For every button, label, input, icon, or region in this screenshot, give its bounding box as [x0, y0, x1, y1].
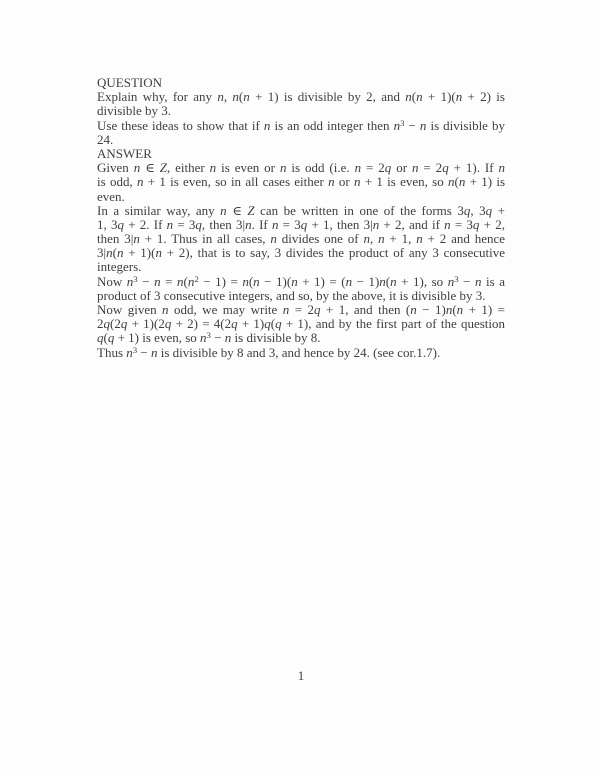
text-segment: , then 3|: [201, 216, 246, 232]
math-variable: n: [456, 302, 464, 317]
text-line: [97, 147, 505, 161]
math-variable: n: [447, 273, 455, 289]
math-variable: n: [291, 273, 298, 289]
text-segment: or: [334, 174, 355, 190]
text-segment: , 3: [470, 202, 486, 218]
math-superscript: 3: [400, 117, 405, 128]
math-variable: q: [164, 316, 172, 332]
text-segment: can be written in one of the forms 3: [254, 202, 464, 218]
text-segment: is an odd integer then: [270, 117, 394, 133]
text-segment: divisible by 3.: [97, 103, 172, 119]
math-variable: n: [242, 273, 249, 289]
math-variable: n: [263, 117, 271, 133]
text-segment: is divisible by 8.: [231, 330, 321, 346]
text-line: [97, 232, 505, 246]
text-line: [97, 204, 505, 218]
text-segment: = 3: [278, 216, 301, 232]
text-segment: + 1,: [384, 231, 417, 247]
text-line: [97, 246, 505, 260]
text-segment: − 1): [416, 302, 446, 317]
text-line: [97, 303, 505, 317]
math-variable: n: [354, 174, 361, 190]
math-variable: n: [328, 174, 335, 190]
math-variable: Z: [159, 160, 167, 176]
math-variable: n: [282, 302, 290, 317]
math-variable: n: [419, 117, 427, 133]
math-variable: n: [270, 231, 277, 247]
text-segment: ,: [223, 89, 233, 105]
math-variable: n: [162, 302, 169, 317]
text-segment: 1, 3: [97, 216, 118, 232]
math-variable: n: [126, 273, 134, 289]
text-segment: + 2) is: [462, 89, 505, 105]
math-variable: q: [275, 316, 282, 332]
math-variable: q: [120, 316, 128, 332]
text-segment: 2: [97, 316, 104, 332]
text-segment: (: [112, 245, 117, 261]
text-line: [97, 76, 505, 90]
math-variable: q: [300, 216, 308, 232]
math-variable: q: [231, 316, 238, 332]
math-variable: n: [372, 216, 380, 232]
text-line: [97, 90, 505, 104]
text-segment: Explain why, for any: [97, 89, 218, 105]
text-segment: (: [238, 89, 244, 105]
math-variable: n: [220, 202, 227, 218]
text-segment: or: [391, 160, 412, 176]
math-variable: q: [384, 160, 392, 176]
text-segment: −: [137, 273, 155, 289]
math-variable: n: [354, 160, 362, 176]
math-variable: n: [410, 302, 417, 317]
text-line: [97, 104, 505, 118]
text-segment: + 2. If: [123, 216, 167, 232]
math-variable: n: [378, 231, 385, 247]
math-variable: n: [455, 89, 463, 105]
math-variable: n: [176, 273, 184, 289]
text-segment: + 1): [237, 316, 265, 332]
text-segment: is odd (i.e.: [286, 160, 355, 176]
page-number: 1: [297, 668, 305, 683]
math-variable: n: [393, 117, 401, 133]
text-segment: (: [183, 273, 188, 289]
text-line: [97, 275, 505, 289]
text-segment: is even or: [216, 160, 280, 176]
text-segment: = 3: [450, 216, 473, 232]
math-superscript: 3: [133, 273, 138, 284]
text-segment: Thus: [97, 344, 127, 360]
math-variable: n: [363, 231, 370, 247]
text-segment: (: [270, 316, 276, 332]
text-segment: odd, we may write: [168, 302, 283, 317]
text-segment: Use these ideas to show that if: [97, 117, 264, 133]
text-segment: +: [492, 202, 505, 218]
math-variable: n: [445, 302, 453, 317]
math-variable: n: [116, 245, 124, 261]
text-segment: + 1)(2: [127, 316, 165, 332]
text-segment: Now: [97, 273, 127, 289]
text-segment: + 1), and by the first part of the question: [281, 316, 506, 332]
text-segment: , either: [166, 160, 210, 176]
text-segment: is odd,: [97, 174, 137, 190]
math-variable: n: [245, 216, 252, 232]
text-segment: ∈: [140, 160, 160, 176]
text-segment: + 2) = 4(2: [171, 316, 232, 332]
math-variable: n: [390, 273, 397, 289]
text-segment: Now given: [97, 302, 163, 317]
text-segment: divides one of: [276, 231, 364, 247]
text-segment: + 2, and if: [379, 216, 445, 232]
math-variable: n: [416, 231, 423, 247]
math-variable: q: [97, 330, 104, 346]
text-segment: 24.: [97, 131, 114, 147]
text-line: [97, 289, 505, 303]
text-segment: 3|: [97, 245, 107, 261]
text-segment: −: [458, 273, 475, 289]
text-segment: integers.: [97, 259, 142, 275]
text-segment: + 1) is even, so: [114, 330, 201, 346]
text-segment: −: [210, 330, 225, 346]
math-variable: q: [442, 160, 449, 176]
math-variable: n: [271, 216, 279, 232]
text-segment: + 2,: [479, 216, 505, 232]
math-variable: n: [498, 160, 505, 176]
text-segment: (: [411, 89, 417, 105]
math-variable: n: [106, 245, 113, 261]
text-segment: + 1) is divisible by 2, and: [249, 89, 406, 105]
math-variable: n: [411, 160, 419, 176]
math-variable: n: [379, 273, 386, 289]
text-segment: − 1): [352, 273, 380, 289]
math-variable: n: [224, 330, 232, 346]
text-segment: + 1 is even, so in all cases either: [143, 174, 329, 190]
text-segment: + 1)(: [422, 89, 456, 105]
text-segment: ∈: [226, 202, 248, 218]
math-variable: q: [117, 216, 124, 232]
math-variable: n: [448, 174, 455, 190]
text-segment: + 1 is even, so: [360, 174, 449, 190]
text-segment: product of 3 consecutive integers, and so, by the above, it is divisible by 3.: [97, 287, 486, 303]
math-variable: n: [133, 231, 140, 247]
text-segment: + 1), so: [396, 273, 448, 289]
text-segment: (2: [110, 316, 121, 332]
text-segment: = 2: [289, 302, 314, 317]
math-variable: q: [103, 316, 110, 332]
text-segment: (: [103, 330, 108, 346]
math-superscript: 3: [132, 344, 138, 355]
text-segment: then 3|: [97, 231, 134, 247]
text-segment: + 2), that is to say, 3 divides the product of any 3 consecutive: [161, 245, 505, 261]
math-variable: n: [133, 160, 141, 176]
text-segment: + 1) = (: [297, 273, 346, 289]
text-segment: (: [248, 273, 254, 289]
text-segment: − 1) =: [198, 273, 243, 289]
math-variable: n: [200, 330, 207, 346]
text-segment: . If: [251, 216, 272, 232]
math-variable: q: [472, 216, 480, 232]
math-variable: n: [187, 273, 195, 289]
math-superscript: 3: [206, 330, 211, 341]
text-line: [97, 133, 505, 147]
math-variable: n: [217, 89, 224, 105]
text-line: [97, 346, 505, 360]
text-segment: In a similar way, any: [97, 202, 221, 218]
text-segment: ANSWER: [97, 145, 152, 161]
text-segment: + 1, then 3|: [307, 216, 373, 232]
text-line: [97, 218, 505, 232]
math-variable: n: [458, 174, 466, 190]
text-segment: + 1. Thus in all cases,: [139, 231, 271, 247]
text-line: [97, 331, 505, 345]
math-variable: q: [485, 202, 493, 218]
text-line: [97, 175, 505, 189]
math-variable: n: [151, 344, 158, 360]
text-segment: QUESTION: [97, 75, 162, 90]
math-variable: n: [279, 160, 287, 176]
text-segment: even.: [97, 188, 125, 204]
math-variable: n: [474, 273, 482, 289]
math-variable: n: [166, 216, 174, 232]
math-superscript: 2: [194, 273, 199, 284]
text-segment: + 2 and hence: [422, 231, 506, 247]
math-variable: n: [232, 89, 239, 105]
text-segment: − 1)(: [259, 273, 292, 289]
text-segment: + 1). If: [448, 160, 499, 176]
text-segment: −: [404, 117, 420, 133]
math-variable: q: [264, 316, 271, 332]
text-segment: + 1) =: [463, 302, 505, 317]
math-variable: n: [416, 89, 423, 105]
text-segment: is divisible by: [426, 117, 505, 133]
math-variable: n: [345, 273, 353, 289]
math-variable: q: [463, 202, 471, 218]
text-segment: ,: [369, 231, 379, 247]
text-block: [97, 76, 505, 360]
text-segment: (: [454, 174, 459, 190]
text-segment: + 1, and then (: [320, 302, 411, 317]
text-segment: = 2: [418, 160, 443, 176]
text-line: [97, 119, 505, 133]
math-variable: n: [405, 89, 412, 105]
math-variable: Z: [247, 202, 255, 218]
text-line: [97, 190, 505, 204]
math-variable: q: [313, 302, 321, 317]
text-line: [97, 317, 505, 331]
math-variable: n: [154, 273, 161, 289]
text-segment: = 2: [361, 160, 385, 176]
math-variable: n: [136, 174, 144, 190]
text-segment: (: [452, 302, 457, 317]
math-variable: n: [243, 89, 250, 105]
text-line: [97, 161, 505, 175]
text-segment: = 3: [173, 216, 196, 232]
math-variable: n: [253, 273, 260, 289]
math-variable: n: [209, 160, 217, 176]
text-line: [97, 260, 505, 274]
text-segment: =: [160, 273, 177, 289]
math-variable: n: [155, 245, 162, 261]
text-segment: Given: [97, 160, 134, 176]
text-segment: + 1)(: [123, 245, 156, 261]
text-segment: −: [137, 344, 152, 360]
math-variable: q: [195, 216, 202, 232]
text-segment: + 1) is: [465, 174, 506, 190]
math-superscript: 3: [454, 273, 459, 284]
text-segment: (: [385, 273, 391, 289]
text-segment: is divisible by 8 and 3, and hence by 24. (see cor.1.7).: [157, 344, 441, 360]
text-segment: is a: [481, 273, 505, 289]
math-variable: q: [107, 330, 115, 346]
math-variable: n: [126, 344, 133, 360]
math-variable: n: [444, 216, 451, 232]
